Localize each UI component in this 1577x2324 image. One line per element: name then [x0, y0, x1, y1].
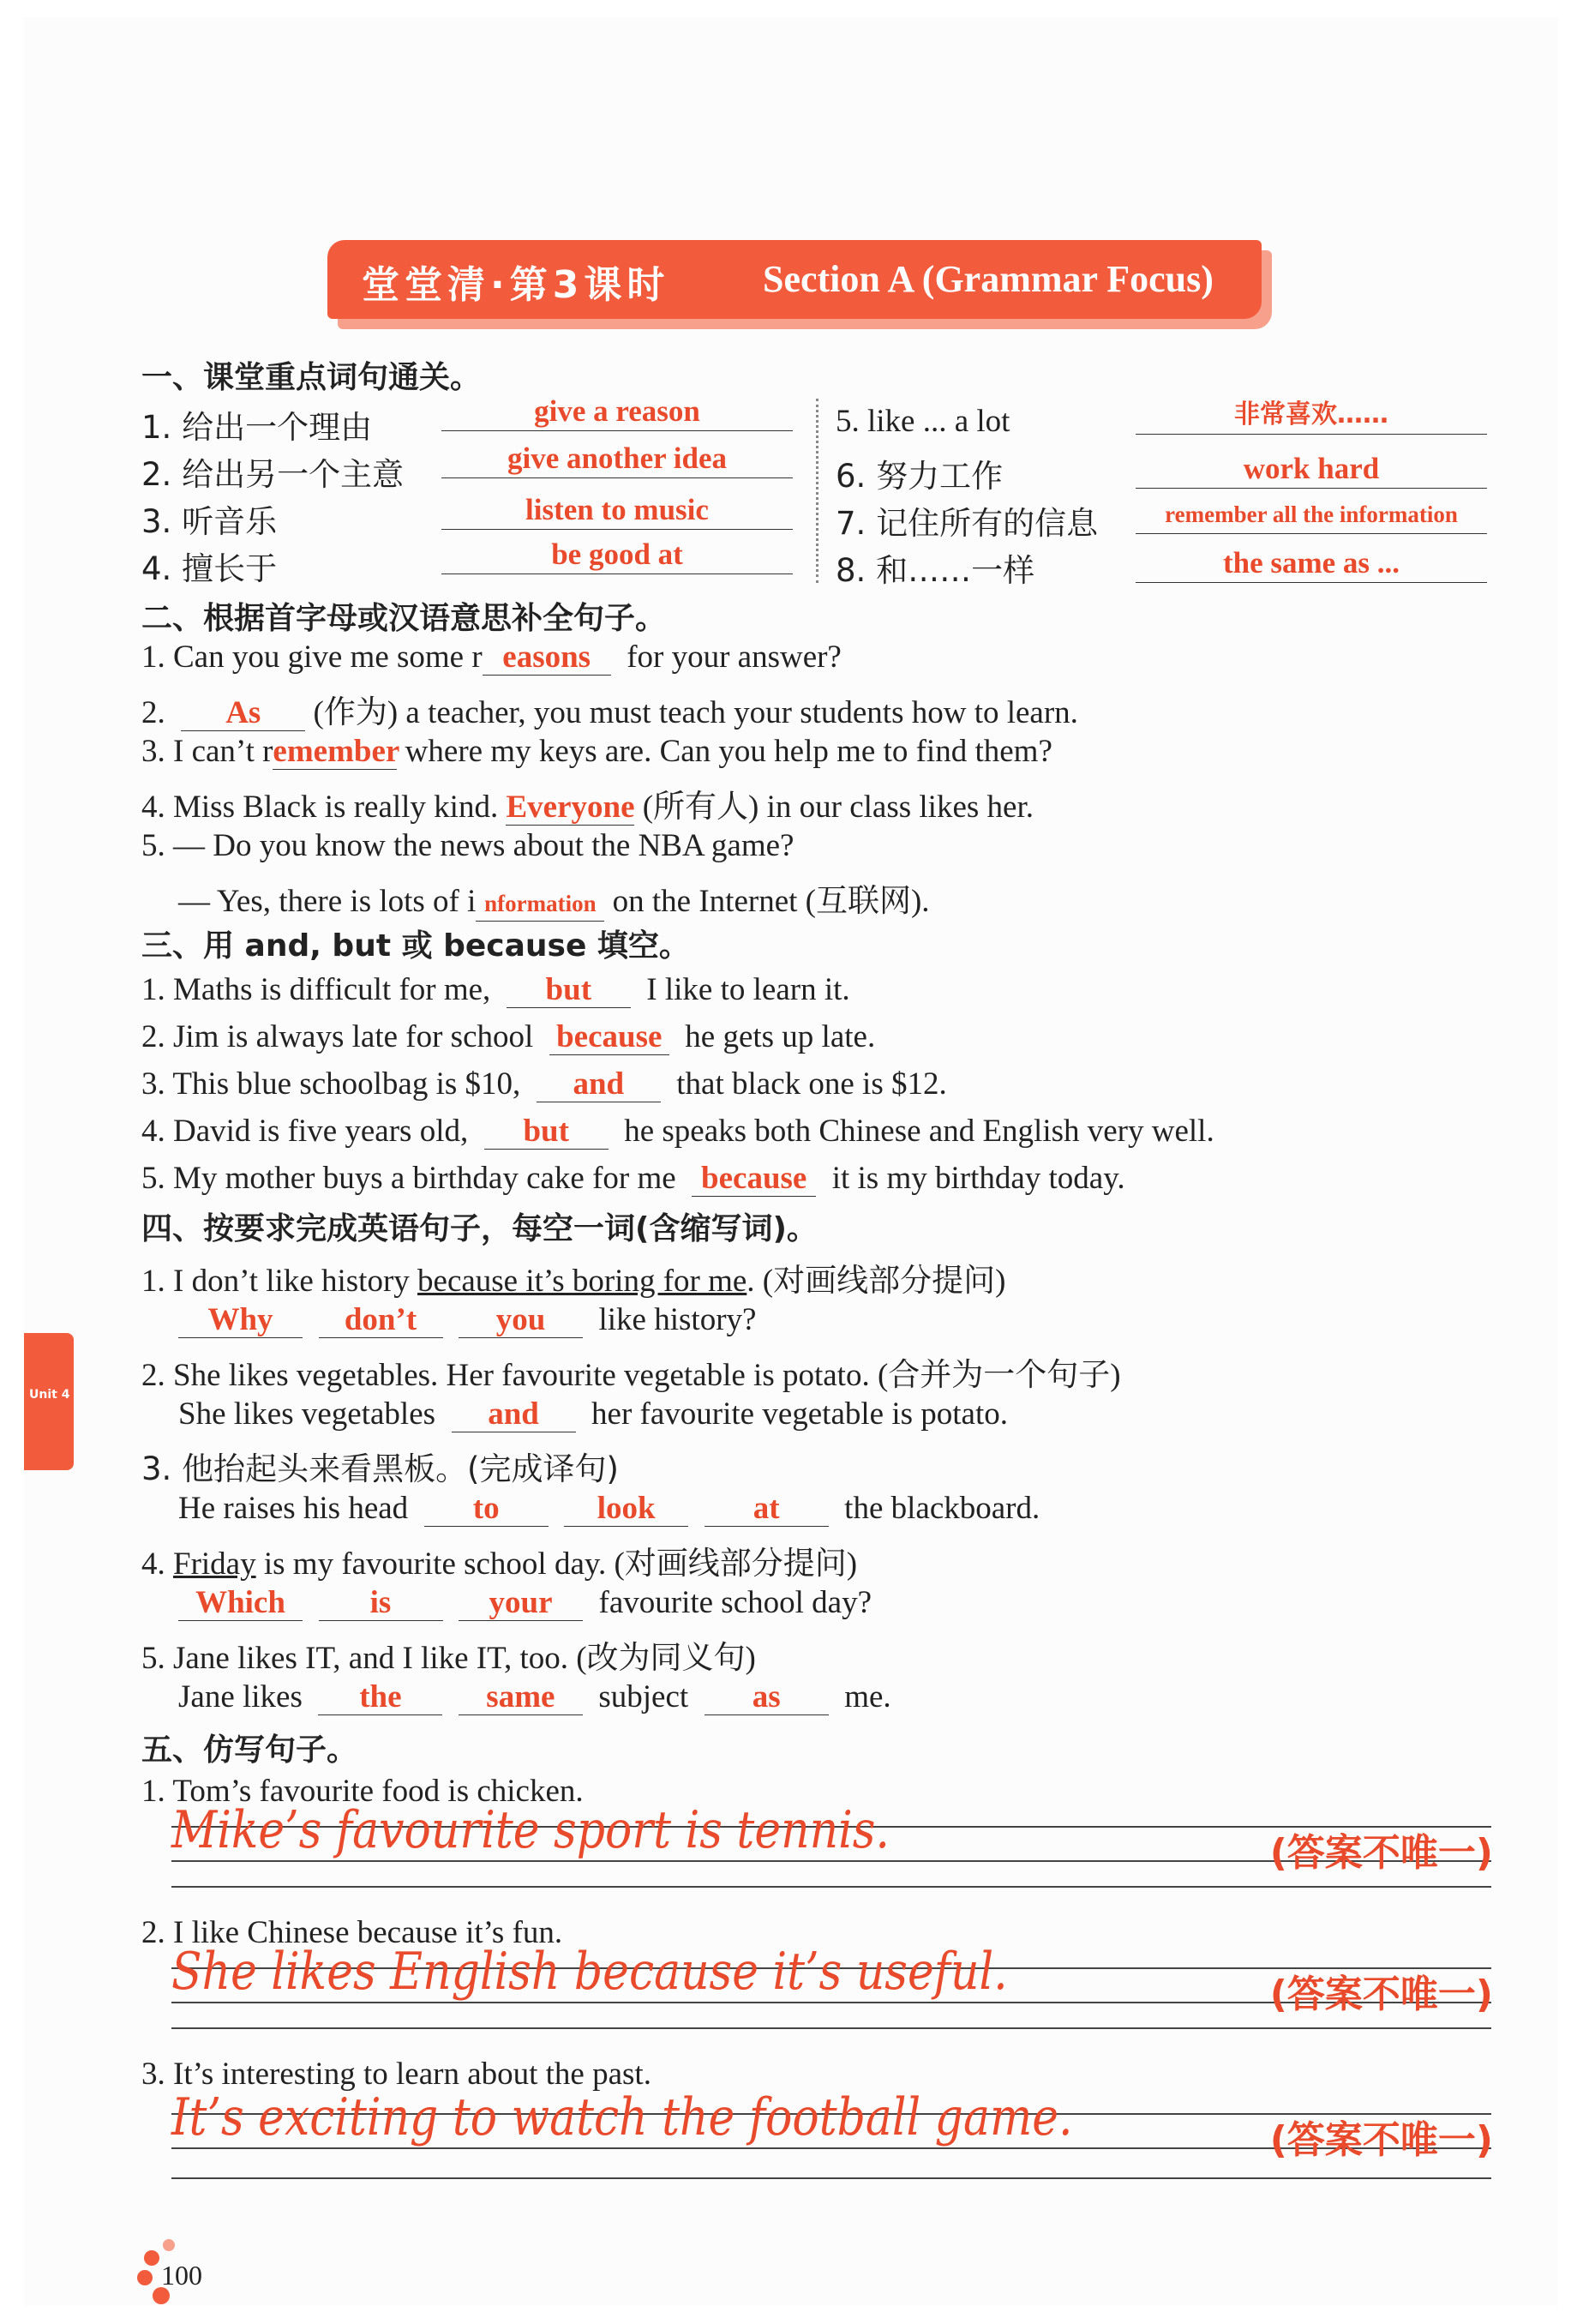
s3-line-5: 5. My mother buys a birthday cake for me because it is my birthday today.: [141, 1161, 1125, 1196]
s2-blank-1: easons: [483, 640, 611, 676]
s2-blank-4: Everyone: [506, 790, 635, 825]
hexagon-decoration-icon: [137, 2270, 153, 2285]
s1-a1: give a reason: [441, 393, 793, 431]
s2-line-5: 5. — Do you know the news about the NBA game?: [141, 828, 794, 863]
s3-blank-1: but: [507, 973, 631, 1008]
s3-blank-4: but: [484, 1114, 609, 1150]
writing-line: [171, 2027, 1491, 2029]
s1-a5: 非常喜欢……: [1136, 396, 1487, 435]
banner-english-title: Section A (Grammar Focus): [763, 258, 1214, 300]
s1-q5: 5. like ... a lot: [836, 404, 1010, 439]
s5-note-3: (答案不唯一): [1269, 2118, 1493, 2162]
s2-line-1: 1. Can you give me some r easons for your answer?: [141, 640, 842, 675]
s1-a3: listen to music: [441, 491, 793, 530]
s3-line-1: 1. Maths is difficult for me, but I like to learn it.: [141, 972, 850, 1007]
s4-q5: 5. Jane likes IT, and I like IT, too. (改为同义句): [141, 1641, 756, 1676]
unit-label: Unit 4: [29, 1388, 70, 1402]
s3-blank-5: because: [692, 1162, 816, 1197]
s3-line-3: 3. This blue schoolbag is $10, and that black one is $12.: [141, 1066, 947, 1102]
s1-q7: 7. 记住所有的信息: [836, 505, 1099, 542]
s3-line-4: 4. David is five years old, but he speaks both Chinese and English very well.: [141, 1114, 1214, 1149]
s1-a8: the same as ...: [1136, 544, 1487, 583]
s5-q3: 3. It’s interesting to learn about the past.: [141, 2057, 651, 2092]
s5-note-2: (答案不唯一): [1269, 1973, 1493, 2016]
s4-q4-answer: Which is your favourite school day?: [178, 1584, 872, 1621]
s5-note-1: (答案不唯一): [1269, 1831, 1493, 1875]
s4-q1: 1. I don’t like history because it’s boring for me. (对画线部分提问): [141, 1264, 1006, 1299]
unit-side-tab: [24, 1333, 74, 1470]
s4-q3: 3. 他抬起头来看黑板。(完成译句): [141, 1450, 619, 1487]
s2-blank-2: As: [181, 696, 305, 731]
s2-blank-3: emember: [273, 734, 400, 769]
s1-q4: 4. 擅长于: [141, 550, 278, 587]
writing-line: [171, 1886, 1491, 1888]
s4-q1-answer: Why don’t you like history?: [178, 1301, 756, 1338]
writing-line: [171, 2177, 1491, 2179]
section-1-heading: 一、课堂重点词句通关。: [141, 360, 482, 395]
hexagon-decoration-icon: [144, 2250, 159, 2266]
s3-line-2: 2. Jim is always late for school because he gets up late.: [141, 1019, 876, 1054]
s1-a2: give another idea: [441, 440, 793, 478]
section-3-heading: 三、用 and, but 或 because 填空。: [141, 928, 690, 964]
s1-q8: 8. 和……一样: [836, 552, 1035, 589]
lesson-banner: [327, 240, 1262, 319]
s4-q3-answer: He raises his head to look at the blackboard.: [178, 1491, 1040, 1526]
s2-line-6: — Yes, there is lots of i nformation on the Internet (互联网).: [178, 874, 930, 922]
banner-chinese-title: 堂堂清·第3课时: [362, 263, 670, 307]
s1-a6: work hard: [1136, 450, 1487, 489]
s4-q4-underlined: Friday: [173, 1546, 256, 1582]
s1-q6: 6. 努力工作: [836, 458, 1004, 495]
hexagon-decoration-icon: [163, 2239, 175, 2251]
s1-q3: 3. 听音乐: [141, 503, 278, 540]
s1-a4: be good at: [441, 536, 793, 574]
s4-q1-underlined: because it’s boring for me: [417, 1264, 747, 1299]
s2-line-2: 2. As (作为) a teacher, you must teach your students how to learn.: [141, 695, 1078, 730]
s2-blank-6: nformation: [476, 886, 604, 922]
s4-q2-answer: She likes vegetables and her favourite vegetable is potato.: [178, 1396, 1008, 1432]
section-5-heading: 五、仿写句子。: [141, 1732, 358, 1768]
section-4-heading: 四、按要求完成英语句子，每空一词(含缩写词)。: [141, 1211, 818, 1246]
section-2-heading: 二、根据首字母或汉语意思补全句子。: [141, 601, 667, 636]
s5-q2: 2. I like Chinese because it’s fun.: [141, 1915, 563, 1950]
s4-q4: 4. Friday is my favourite school day. (对画线部分提问): [141, 1546, 858, 1582]
s2-line-4: 4. Miss Black is really kind. Everyone (所有人) in our class likes her.: [141, 790, 1034, 825]
s3-blank-3: and: [537, 1067, 661, 1102]
s5-a2-handwriting: She likes English because it’s useful.: [171, 1943, 1008, 2002]
s1-q1: 1. 给出一个理由: [141, 409, 373, 446]
s4-q5-answer: Jane likes the same subject as me.: [178, 1679, 891, 1714]
s1-a7: remember all the information: [1136, 495, 1487, 534]
s5-q1: 1. Tom’s favourite food is chicken.: [141, 1774, 584, 1809]
page-number: 100: [161, 2260, 202, 2291]
s3-blank-2: because: [549, 1020, 669, 1055]
s4-q2: 2. She likes vegetables. Her favourite vegetable is potato. (合并为一个句子): [141, 1358, 1121, 1393]
s5-a1-handwriting: Mike’s favourite sport is tennis.: [171, 1801, 890, 1860]
s5-a3-handwriting: It’s exciting to watch the football game.: [171, 2088, 1073, 2147]
s2-line-3: 3. I can’t remember where my keys are. Can you help me to find them?: [141, 734, 1052, 769]
s1-q2: 2. 给出另一个主意: [141, 456, 405, 493]
column-divider: [816, 399, 818, 583]
